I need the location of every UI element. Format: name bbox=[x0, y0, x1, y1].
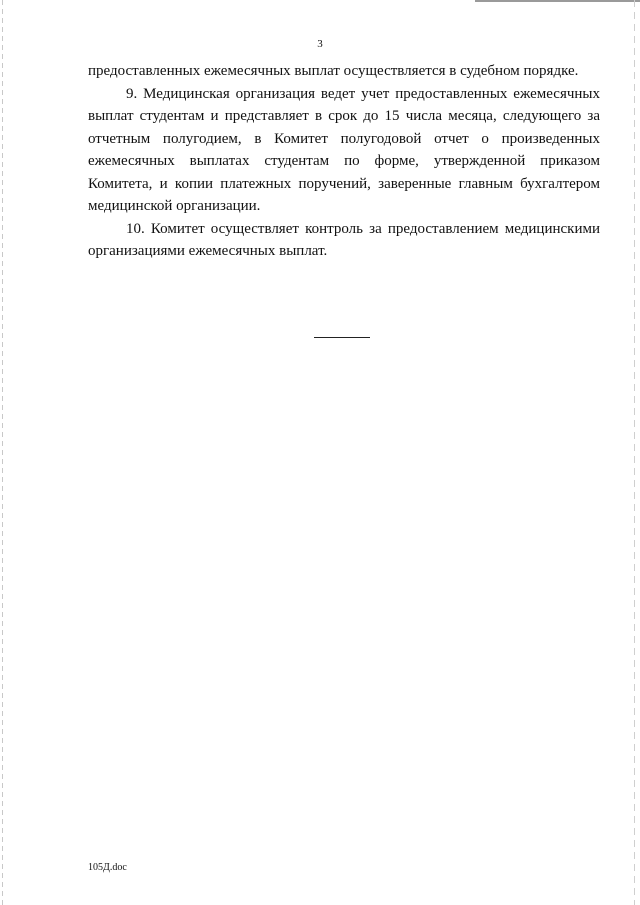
scan-edge-left bbox=[2, 0, 3, 905]
page-number: 3 bbox=[317, 38, 323, 50]
document-body bbox=[88, 60, 600, 263]
scan-edge-top bbox=[475, 0, 640, 2]
scan-edge-right bbox=[634, 0, 635, 905]
paragraph-10: 10. Комитет осуществляет контроль за предоставлением медицинскими организациями ежемесячных выплат. bbox=[88, 220, 600, 259]
paragraph-continuation: предоставленных ежемесячных выплат осуществляется в судебном порядке. bbox=[88, 63, 579, 79]
end-of-text-rule bbox=[314, 337, 370, 338]
paragraph-9: 9. Медицинская организация ведет учет предоставленных ежемесячных выплат студентам и представляет в срок до 15 числа месяца, следующего за отчетным полугодием, в Комитет полугодовой отчет о произведенных ежемесячных выплатах студентам по форме, утвержденной приказом Комитета, и копии платежных поручений, заверенные главным бухгалтером медицинской организации. bbox=[88, 85, 600, 214]
footer-filename: 105Д.doc bbox=[88, 862, 127, 873]
